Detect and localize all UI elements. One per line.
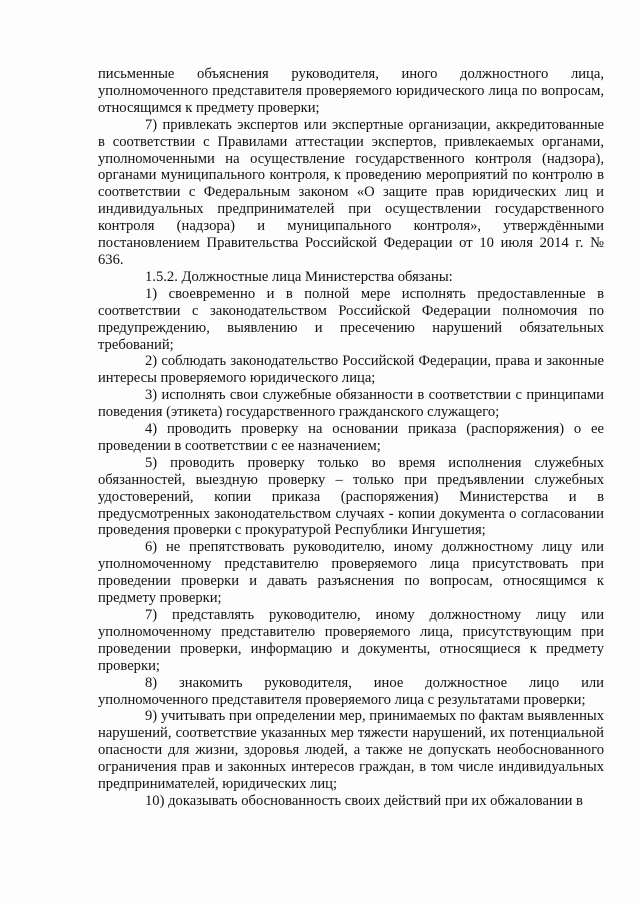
- paragraph: 1) своевременно и в полной мере исполнять предоставленные в соответствии с законодательством Российской Федерации полномочия по предупреждению, выявлению и пресечению нарушений обязательных требований;: [98, 285, 604, 353]
- paragraph: 5) проводить проверку только во время исполнения служебных обязанностей, выездную проверку – только при предъявлении служебных удостоверений, копии приказа (распоряжения) Министерства и в предусмотренных законодательством случаях - копии документа о согласовании проведения проверки с прокуратурой Республики Ингушетия;: [98, 454, 604, 539]
- paragraph: 8) знакомить руководителя, иное должностное лицо или уполномоченного представителя проверяемого лица с результатами проверки;: [98, 674, 604, 708]
- paragraph: 4) проводить проверку на основании приказа (распоряжения) о ее проведении в соответствии с ее назначением;: [98, 421, 604, 454]
- paragraph: 2) соблюдать законодательство Российской Федерации, права и законные интересы проверяемого юридического лица;: [98, 353, 604, 387]
- document-body: [98, 66, 604, 810]
- paragraph: 1.5.2. Должностные лица Министерства обязаны:: [145, 268, 453, 285]
- paragraph: 7) привлекать экспертов или экспертные организации, аккредитованные в соответствии с Правилами аттестации экспертов, привлекаемых органами, уполномоченными на осуществление государственного контроля (надзора), органами муниципального контроля, к проведению мероприятий по контролю в соответствии с Федеральным законом «О защите прав юридических лиц и индивидуальных предпринимателей при осуществлении государственного контроля (надзора) и муниципального контроля», утверждёнными постановлением Правительства Российской Федерации от 10 июля 2014 г. № 636.: [98, 116, 604, 268]
- paragraph: 7) представлять руководителю, иному должностному лицу или уполномоченному представителю проверяемого лица, присутствующим при проведении проверки, информацию и документы, относящиеся к предмету проверки;: [98, 607, 604, 674]
- paragraph: 6) не препятствовать руководителю, иному должностному лицу или уполномоченному представителю проверяемого лица присутствовать при проведении проверки и давать разъяснения по вопросам, относящимся к предмету проверки;: [98, 539, 604, 607]
- paragraph: 10) доказывать обоснованность своих действий при их обжаловании в: [145, 792, 583, 809]
- paragraph: 9) учитывать при определении мер, принимаемых по фактам выявленных нарушений, соответствие указанных мер тяжести нарушений, их потенциальной опасности для жизни, здоровья людей, а также не допускать необоснованного ограничения прав и законных интересов граждан, в том числе индивидуальных предпринимателей, юридических лиц;: [98, 708, 604, 793]
- paragraph: 3) исполнять свои служебные обязанности в соответствии с принципами поведения (этикета) государственного гражданского служащего;: [98, 387, 604, 421]
- paragraph: письменные объяснения руководителя, иного должностного лица, уполномоченного представителя проверяемого юридического лица по вопросам, относящимся к предмету проверки;: [98, 66, 604, 116]
